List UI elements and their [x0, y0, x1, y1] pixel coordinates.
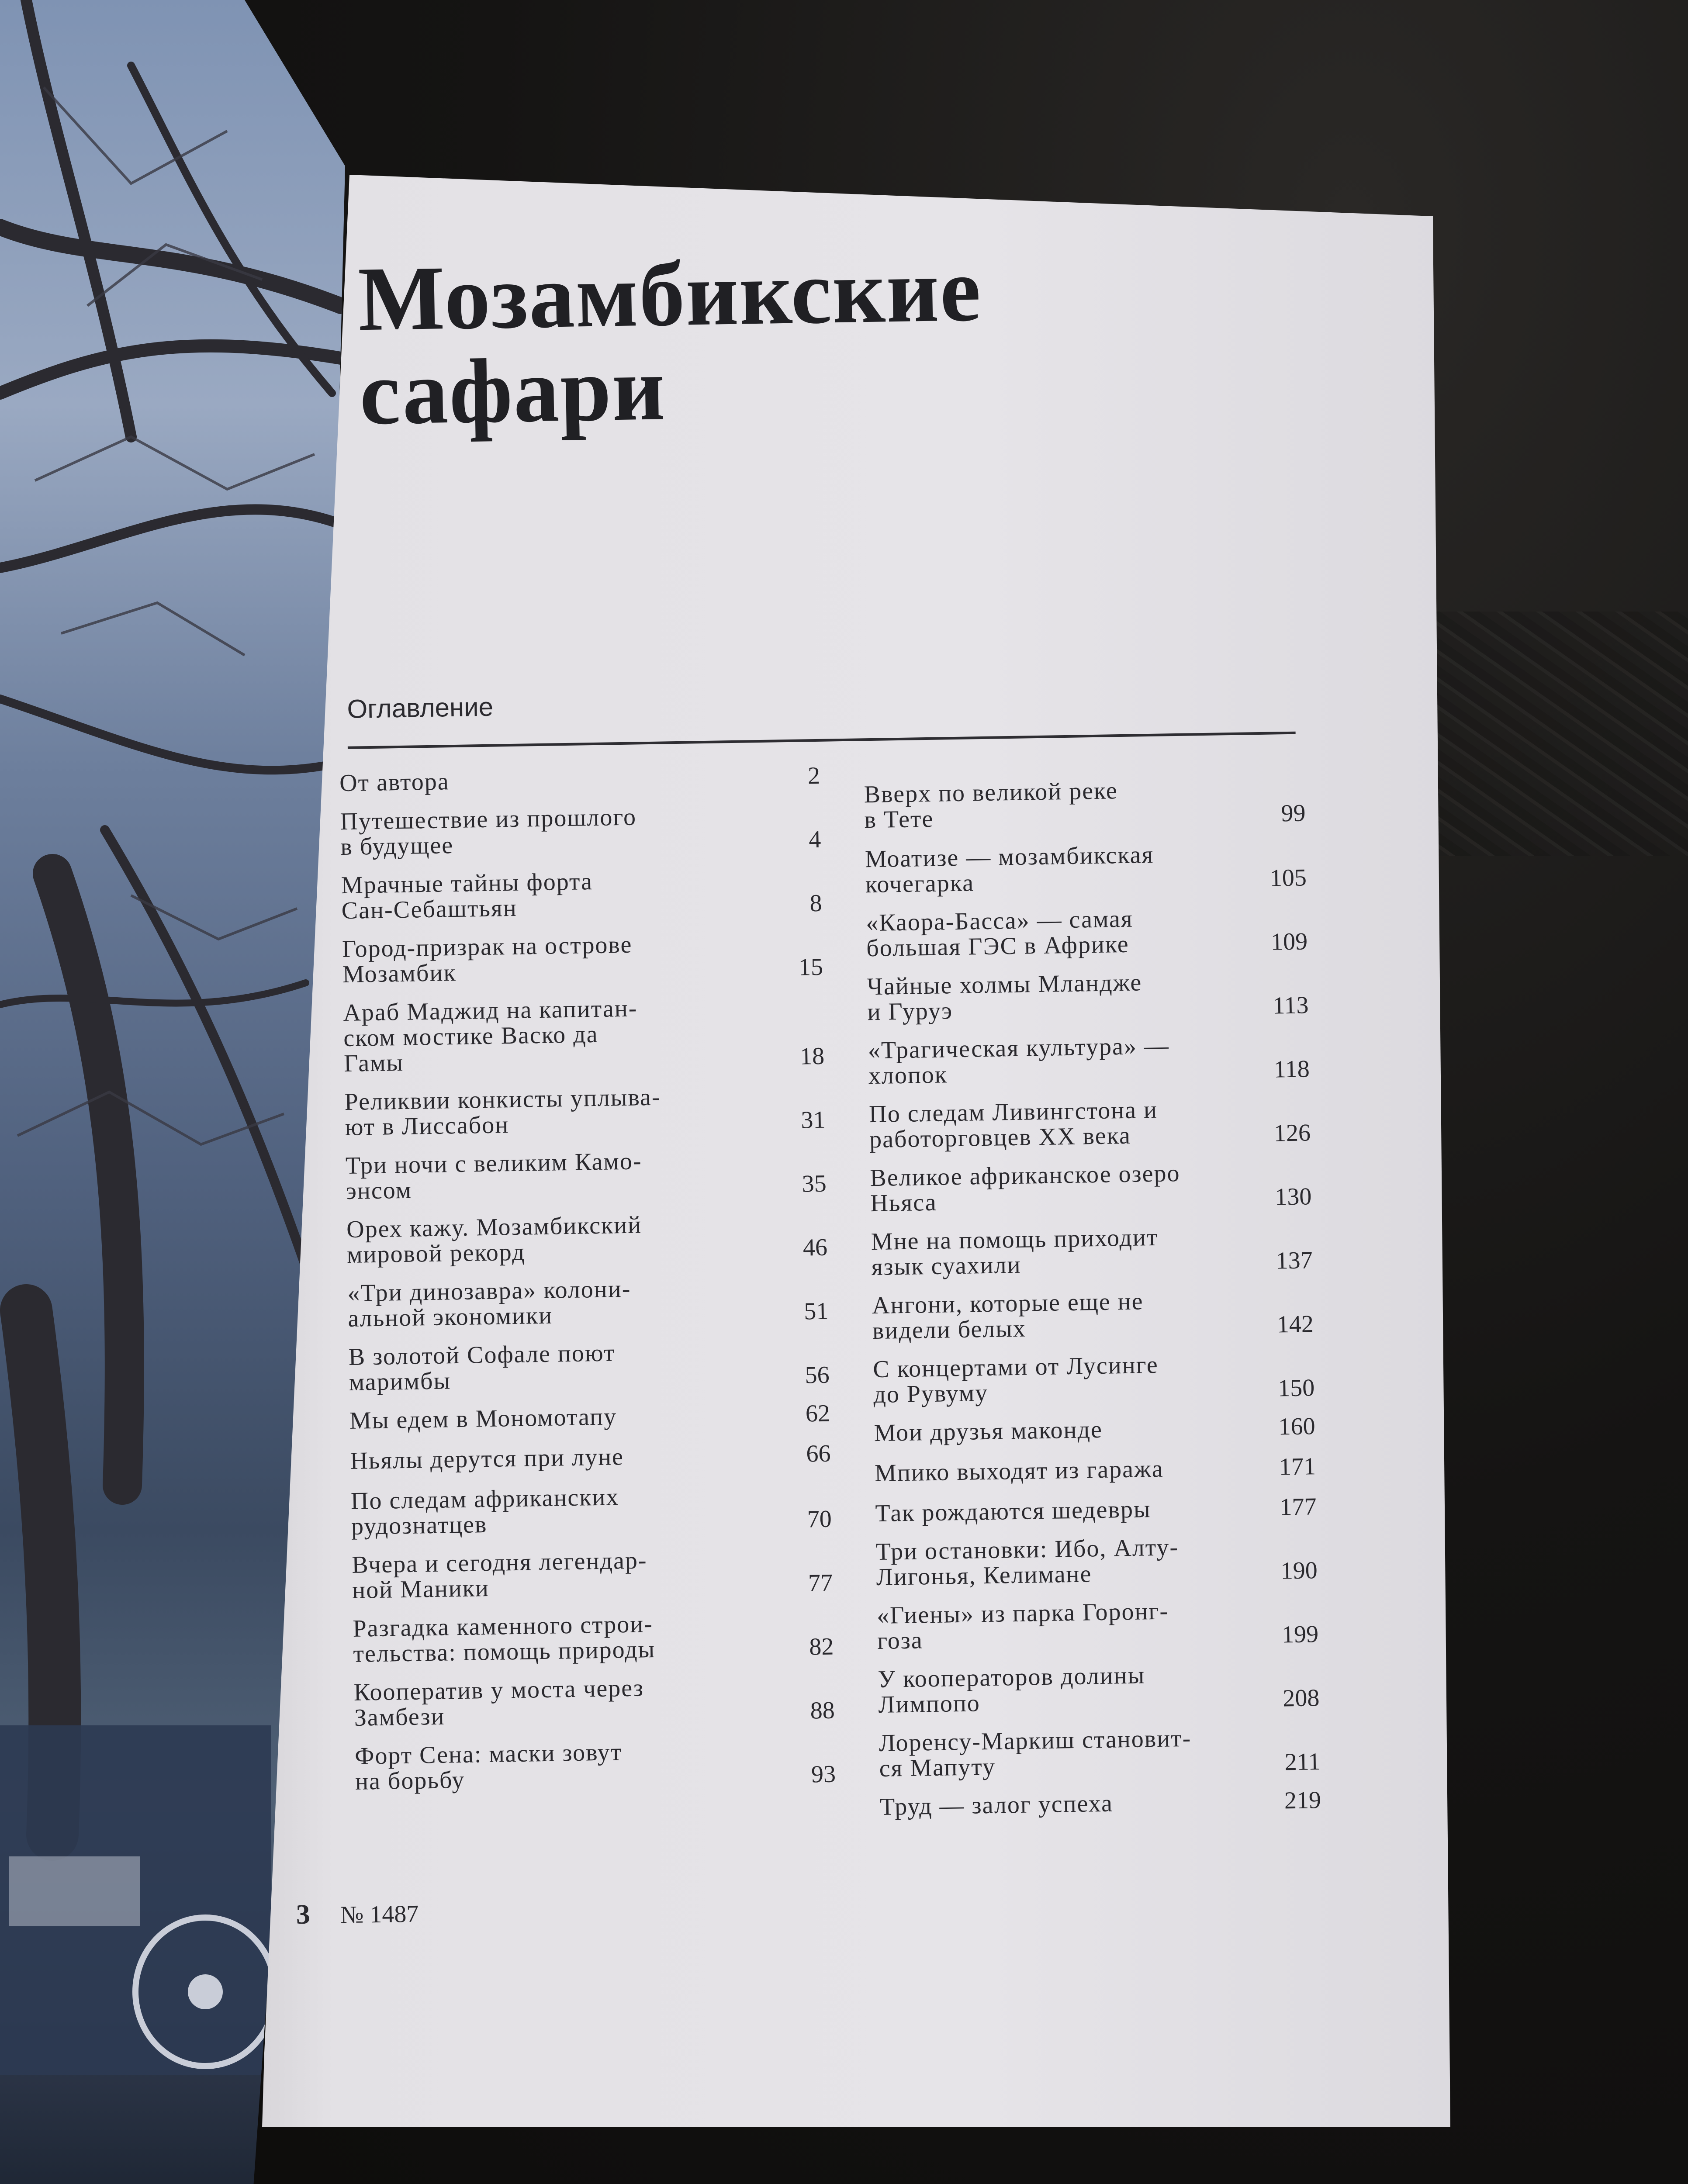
toc-entry [339, 763, 820, 796]
toc-entry [349, 1401, 830, 1434]
signature-mark: 3 [296, 1898, 311, 1930]
toc-entry-title: Кооператив у моста через Замбези [353, 1674, 644, 1731]
toc-entry-page-number: 160 [1278, 1413, 1316, 1441]
toc-entry-title: Араб Маджид на капитан- ском мостике Васко да Гамы [342, 995, 638, 1078]
toc-entry-page-number: 51 [803, 1297, 829, 1325]
toc-entry [348, 1337, 830, 1395]
toc-entry [878, 1660, 1320, 1717]
toc-entry-page-number: 15 [798, 953, 823, 981]
toc-entry-title: Три остановки: Ибо, Алту- Лигонья, Келимане [875, 1534, 1179, 1591]
toc-entry [869, 1095, 1311, 1152]
toc-entry-page-number: 105 [1269, 864, 1307, 892]
toc-entry-title: «Гиены» из парка Горонг- гоза [876, 1597, 1169, 1655]
toc-entry-page-number: 70 [807, 1505, 832, 1533]
toc-entry-title: Мне на помощь приходит язык суахили [871, 1223, 1159, 1281]
order-number: № 1487 [340, 1900, 419, 1929]
toc-entry-page-number: 137 [1276, 1247, 1313, 1275]
toc-entry-title: Великое африканское озеро Ньяса [870, 1159, 1180, 1217]
toc-entry-title: Чайные холмы Мландже и Гуруэ [867, 969, 1142, 1026]
toc-entry-title: «Три динозавра» колони- альной экономики [347, 1275, 631, 1332]
toc-entry-page-number: 126 [1273, 1119, 1311, 1147]
toc-entry [876, 1532, 1318, 1590]
toc-entry-title: У кооператоров долины Лимпопо [878, 1662, 1145, 1718]
toc-entry-page-number: 177 [1279, 1493, 1317, 1521]
toc-entry-title: С концертами от Лусинге до Рувуму [872, 1351, 1159, 1409]
toc-entry-page-number: 113 [1273, 992, 1309, 1019]
toc-entry-title: Город-призрак на острове Мозамбик [342, 931, 633, 988]
toc-entry-title: Путешествие из прошлого в будущее [340, 803, 637, 861]
toc-entry-title: «Каора-Басса» — самая большая ГЭС в Африке [865, 905, 1134, 962]
toc-left-column [339, 763, 836, 1807]
toc-entry-title: Орех кажу. Мозамбикский мировой рекорд [346, 1211, 642, 1268]
toc-entry [873, 1350, 1315, 1407]
toc-entry [866, 903, 1308, 961]
toc-entry-page-number: 93 [811, 1760, 836, 1788]
toc-entry [875, 1454, 1316, 1486]
toc-entry [865, 840, 1307, 897]
toc-entry-page-number: 219 [1284, 1787, 1321, 1814]
toc-entry-title: Реликвии конкисты уплыва- ют в Лиссабон [344, 1083, 661, 1141]
toc-entry-title: В золотой Софале поют маримбы [348, 1339, 616, 1396]
toc-entry-title: Ангони, которые еще не видели белых [872, 1288, 1144, 1345]
toc-entry [351, 1481, 832, 1539]
toc-entry [342, 929, 823, 987]
toc-entry-title: Лоренсу-Маркиш становит- ся Мапуту [879, 1724, 1192, 1782]
toc-entry-page-number: 109 [1270, 928, 1308, 956]
toc-entry [871, 1222, 1313, 1280]
toc-entry [874, 1413, 1315, 1446]
toc-entry [352, 1545, 833, 1603]
toc-entry-title: Мпико выходят из гаража [874, 1455, 1164, 1487]
toc-entry [870, 1158, 1312, 1216]
toc-entry-page-number: 35 [802, 1170, 827, 1198]
toc-entry-page-number: 66 [806, 1440, 831, 1468]
toc-entry-title: Вчера и сегодня легендар- ной Маники [351, 1547, 647, 1604]
toc-divider [348, 732, 1296, 749]
toc-entry [345, 1146, 827, 1204]
toc-entry-title: «Трагическая культура» — хлопок [868, 1032, 1170, 1090]
toc-entry-page-number: 211 [1284, 1748, 1321, 1776]
toc-entry-title: По следам африканских рудознатцев [350, 1483, 619, 1540]
toc-entry [343, 993, 825, 1076]
toc-entry-title: От автора [339, 768, 450, 797]
toc-entry [877, 1596, 1319, 1654]
toc-entry-page-number: 142 [1276, 1310, 1314, 1338]
toc-entry-page-number: 4 [808, 826, 821, 854]
toc-entry [872, 1286, 1314, 1344]
toc-entry-page-number: 199 [1281, 1621, 1319, 1648]
toc-entry-title: Мы едем в Мономотапу [349, 1403, 617, 1434]
book-title-line-2: сафари [359, 338, 667, 444]
toc-entry-title: Форт Сена: маски зовут на борьбу [354, 1738, 623, 1795]
toc-entry-page-number: 130 [1274, 1183, 1312, 1211]
toc-entry [868, 1031, 1310, 1089]
toc-entry-page-number: 62 [805, 1400, 830, 1427]
toc-entry-page-number: 190 [1280, 1557, 1318, 1585]
toc-entry-page-number: 82 [809, 1633, 834, 1661]
toc-entry-title: Разгадка каменного строи- тельства: помощь природы [353, 1610, 656, 1668]
toc-entry [353, 1609, 834, 1667]
toc-entry [344, 1082, 826, 1140]
toc-entry-page-number: 150 [1277, 1374, 1315, 1402]
toc-entry [880, 1787, 1321, 1820]
toc-entry-page-number: 8 [809, 889, 823, 917]
toc-entry-page-number: 171 [1279, 1453, 1316, 1481]
toc-entry [875, 1494, 1317, 1526]
toc-entry [346, 1209, 828, 1268]
toc-entry [867, 967, 1309, 1025]
toc-entry [341, 865, 822, 923]
toc-entry [355, 1736, 836, 1794]
toc-entry-page-number: 18 [799, 1042, 825, 1070]
toc-heading: Оглавление [346, 692, 494, 724]
toc-entry-page-number: 2 [807, 762, 820, 790]
toc-right-column [864, 775, 1321, 1833]
toc-entry-page-number: 118 [1273, 1055, 1310, 1083]
page-footer [296, 1897, 419, 1931]
toc-entry [350, 1441, 831, 1474]
toc-entry-page-number: 31 [800, 1106, 826, 1134]
toc-entry-title: Вверх по великой реке в Тете [864, 777, 1118, 834]
toc-entry-title: Труд — залог успеха [879, 1790, 1114, 1821]
toc-entry-page-number: 77 [808, 1569, 833, 1597]
toc-entry [353, 1673, 835, 1731]
toc-entry-title: Мои друзья маконде [874, 1416, 1103, 1447]
toc-entry [879, 1724, 1321, 1781]
toc-entry-title: Три ночи с великим Камо- энсом [345, 1147, 642, 1205]
toc-entry [347, 1273, 829, 1331]
toc-entry-page-number: 56 [805, 1361, 830, 1389]
toc-entry-page-number: 46 [802, 1234, 828, 1261]
toc-entry [864, 775, 1306, 833]
toc-entry-page-number: 99 [1281, 799, 1306, 827]
book-title [357, 238, 1234, 444]
toc-entry-page-number: 88 [810, 1697, 835, 1724]
toc-entry-title: Ньялы дерутся при луне [350, 1443, 624, 1475]
book-title-line-1: Мозамбикские [357, 238, 982, 350]
toc-entry-title: Мрачные тайны форта Сан-Себаштьян [341, 868, 593, 925]
toc-entry-title: По следам Ливингстона и работорговцев XX века [868, 1096, 1158, 1154]
toc-entry [340, 802, 821, 860]
toc-entry-page-number: 208 [1282, 1684, 1320, 1712]
toc-entry-title: Так рождаются шедевры [875, 1496, 1152, 1527]
toc-entry-title: Моатизе — мозамбикская кочегарка [865, 841, 1154, 898]
